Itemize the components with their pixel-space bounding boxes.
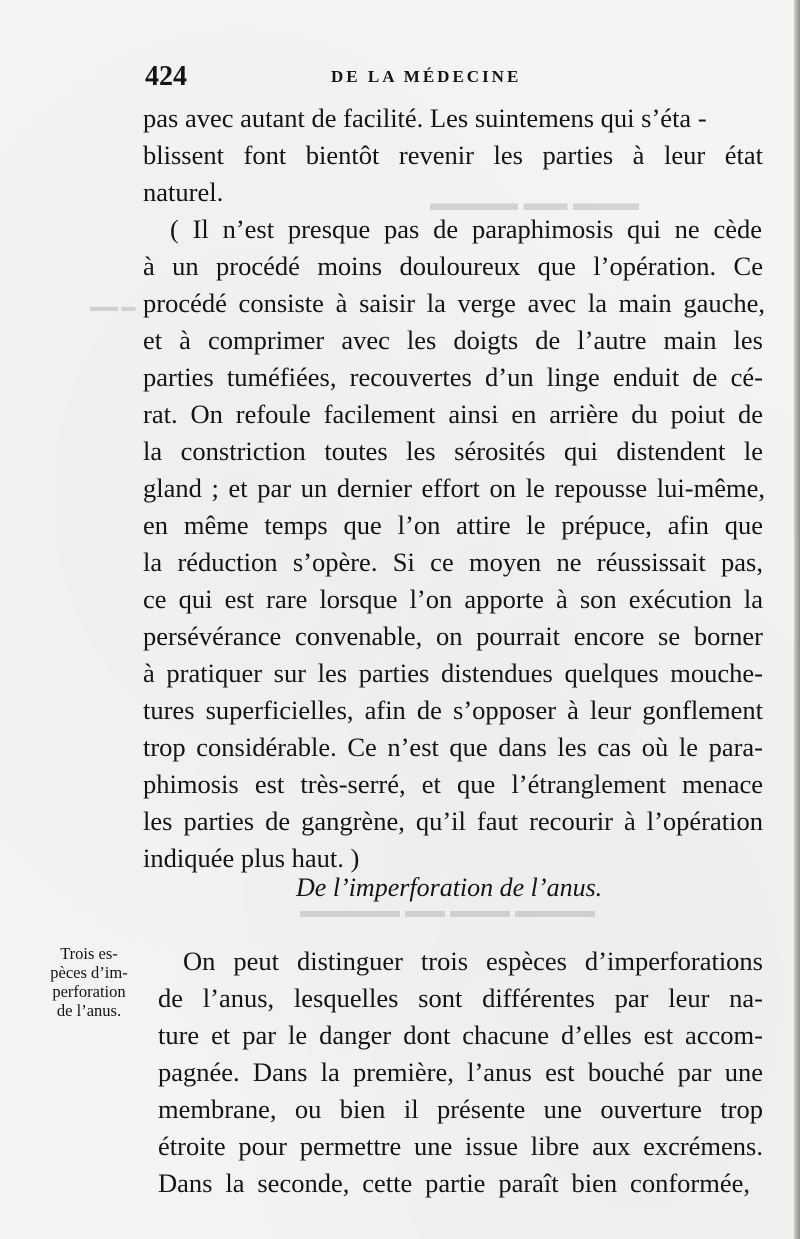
text-line: en même temps que l’on attire le prépuce, afin que [143, 510, 763, 540]
margin-note-line: perforation [52, 982, 126, 1001]
text-line: et à comprimer avec les doigts de l’autre main les [143, 325, 763, 355]
text-line: tures superficielles, afin de s’opposer à leur gonflement [143, 695, 763, 725]
text-line: les parties de gangrène, qu’il faut recourir à l’opération [143, 806, 763, 836]
text-line: phimosis est très-serré, et que l’étranglement menace [143, 769, 763, 799]
text-line: ce qui est rare lorsque l’on apporte à son exécution la [143, 584, 763, 614]
text-line: étroite pour permettre une issue libre aux excrémens. [158, 1131, 763, 1161]
text-line: parties tuméfiées, recouvertes d’un linge enduit de cé- [143, 362, 763, 392]
text-line: blissent font bientôt revenir les parties à leur état [143, 140, 763, 170]
text-line: naturel. [143, 177, 224, 207]
text-line: persévérance convenable, on pourrait encore se borner [143, 621, 763, 651]
text-line: gland ; et par un dernier effort on le repousse lui-même, [143, 473, 765, 503]
text-line: la constriction toutes les sérosités qui distendent le [143, 436, 763, 466]
text-line: procédé consiste à saisir la verge avec la main gauche, [143, 288, 765, 318]
text-line: Dans la seconde, cette partie paraît bien conformée, [158, 1168, 750, 1198]
text-line: la réduction s’opère. Si ce moyen ne réussissait pas, [143, 547, 763, 577]
page-header [145, 62, 765, 92]
text-line: rat. On refoule facilement ainsi en arrière du poiut de [143, 399, 763, 429]
margin-note [30, 944, 148, 1020]
text-line [143, 102, 763, 134]
text-line-content: pas avec autant de facilité. Les suintemens qui s’éta - [143, 103, 707, 133]
margin-note-line: de l’anus. [56, 1001, 122, 1020]
text-line: indiquée plus haut. ) [143, 843, 360, 873]
text-line: ture et par le danger dont chacune d’elles est accom- [158, 1020, 763, 1050]
page-edge-shadow [794, 0, 800, 1239]
text-line: à un procédé moins douloureux que l’opération. Ce [143, 251, 763, 281]
section-title: De l’imperforation de l’anus. [296, 873, 603, 902]
text-line: trop considérable. Ce n’est que dans les cas où le para- [143, 732, 763, 762]
text-line: membrane, ou bien il présente une ouverture trop [158, 1094, 763, 1124]
text-line: à pratiquer sur les parties distendues quelques mouche- [143, 658, 763, 688]
show-through-mark: ▬▬▬▬ ▬▬▬ ▬▬ ▬▬▬▬▬ [300, 900, 595, 922]
page-number: 424 [145, 61, 187, 92]
text-line: On peut distinguer trois espèces d’imperforations [183, 946, 763, 976]
text-line: de l’anus, lesquelles sont différentes par leur na- [158, 983, 763, 1013]
show-through-mark: ▬▬▬ ▬▬ ▬▬▬▬ [430, 190, 639, 215]
running-head: DE LA MÉDECINE [331, 67, 522, 86]
show-through-mark: ▬▬ ▬ [90, 300, 136, 315]
margin-note-line: Trois es- [60, 944, 118, 963]
text-line: pagnée. Dans la première, l’anus est bouché par une [158, 1057, 763, 1087]
text-line: ( Il n’est presque pas de paraphimosis qui ne cède [170, 214, 762, 244]
margin-note-line: pèces d’im- [50, 963, 128, 982]
